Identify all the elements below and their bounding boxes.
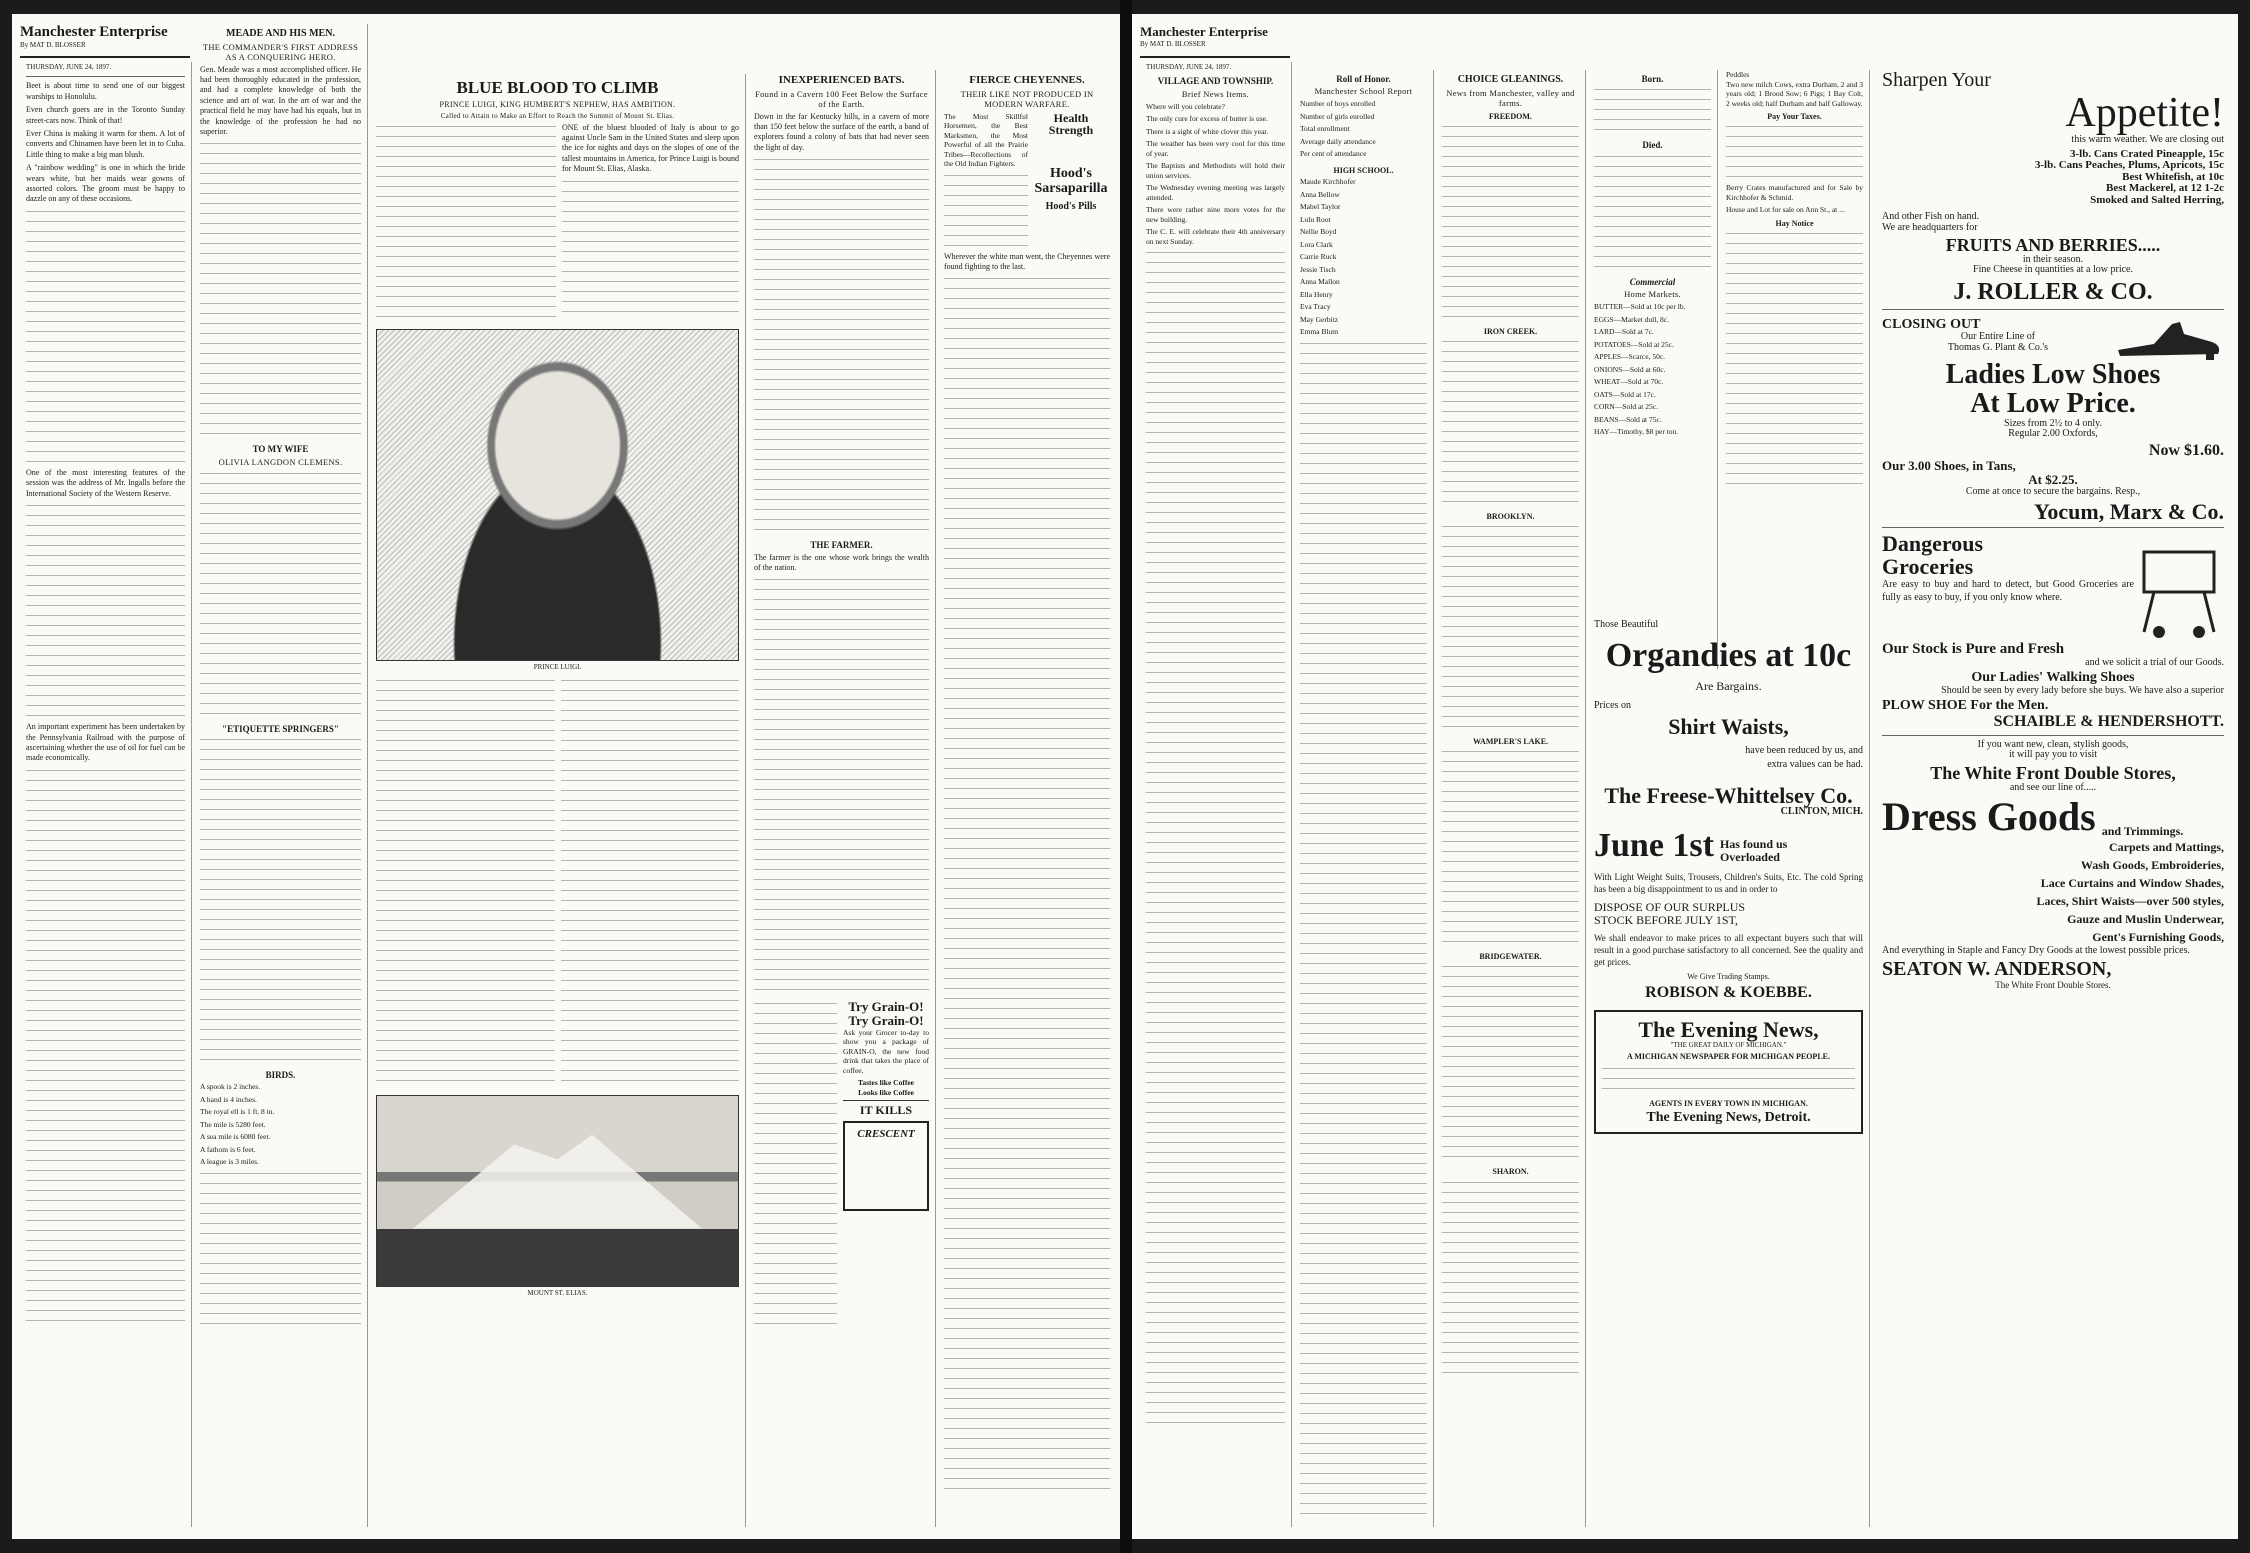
ad-text: and we solicit a trial of our Goods. bbox=[2085, 656, 2224, 668]
headline: HIGH SCHOOL. bbox=[1333, 165, 1394, 175]
text-block bbox=[1442, 748, 1579, 948]
text-block bbox=[1442, 963, 1579, 1163]
text-block bbox=[1146, 249, 1285, 1429]
text-block bbox=[376, 677, 555, 1087]
ad-text: in their season. Fine Cheese in quantities at a low price. bbox=[1973, 253, 2133, 276]
article-paragraph: Even church goers are in the Toronto Sunday street-cars now. Think of that! bbox=[26, 105, 185, 125]
left-column-3 bbox=[370, 74, 746, 1527]
left-masthead bbox=[20, 24, 190, 58]
news-item: Where will you celebrate? bbox=[1146, 101, 1225, 111]
name-row: Mabel Taylor bbox=[1300, 202, 1341, 212]
divider bbox=[1882, 309, 2224, 310]
text-block bbox=[754, 576, 929, 996]
grocery-cart-icon bbox=[2134, 532, 2224, 642]
text-block bbox=[26, 502, 185, 722]
right-column-3 bbox=[1436, 70, 1586, 1527]
evening-news-ad bbox=[1594, 1010, 1863, 1134]
name-row: Anna Mallon bbox=[1300, 277, 1340, 287]
subheadline: PRINCE LUIGI, KING HUMBERT'S NEPHEW, HAS AMBITION. bbox=[439, 99, 676, 109]
portrait-caption: PRINCE LUIGI. bbox=[533, 662, 582, 671]
article-paragraph: One of the most interesting features of the session was the address of Mr. Ingalls before the International Society of the Western Reserve. bbox=[26, 467, 185, 498]
seaton-heading: SEATON W. ANDERSON, bbox=[1882, 958, 2112, 981]
stat-row: Number of girls enrolled bbox=[1300, 111, 1375, 121]
subheadline: Brief News Items. bbox=[1181, 88, 1250, 99]
house-lot-notice: House and Lot for sale on Ann St., at ... bbox=[1726, 205, 1845, 215]
june-1st-heading: June 1st bbox=[1594, 826, 1714, 864]
right-column-ads bbox=[1872, 70, 2234, 1527]
stock-heading: STOCK BEFORE JULY 1ST, bbox=[1594, 912, 1738, 927]
divider bbox=[1882, 527, 2224, 528]
ad-text: Our 3.00 Shoes, in Tans, bbox=[1882, 458, 2016, 474]
headline: Roll of Honor. bbox=[1336, 74, 1391, 84]
evening-news-heading: The Evening News, bbox=[1638, 1017, 1819, 1043]
market-row: HAY—Timothy, $8 per ton. bbox=[1594, 427, 1679, 437]
freese-heading: The Freese-Whittelsey Co. bbox=[1604, 783, 1853, 808]
walking-shoes-heading: Our Ladies' Walking Shoes bbox=[1971, 670, 2135, 686]
berry-crates-notice: Berry Crates manufactured and for Sale by Kirchhofer & Schmid. bbox=[1726, 183, 1863, 202]
hoods-heading: Health Strength bbox=[1048, 110, 1094, 138]
headline: BIRDS. bbox=[265, 1070, 296, 1081]
subheadline: OLIVIA LANGDON CLEMENS. bbox=[218, 456, 343, 467]
masthead-editor: By MAT D. BLOSSER bbox=[20, 41, 86, 49]
right-column-4 bbox=[1588, 70, 1718, 669]
ad-text: Come at once to secure the bargains. Resp., bbox=[1965, 485, 2141, 497]
village-items bbox=[1146, 102, 1285, 247]
list-item: The mile is 5280 feet. bbox=[200, 1119, 266, 1129]
evening-detroit: The Evening News, Detroit. bbox=[1646, 1110, 1811, 1126]
article-paragraph: An important experiment has been undertaken by the Pennsylvania Railroad with the purpose of ascertaining whether the use of oil for fuel can be made economically. bbox=[26, 722, 185, 763]
masthead-date: THURSDAY, JUNE 24, 1897. bbox=[1146, 63, 1232, 71]
market-row: LARD—Sold at 7c. bbox=[1594, 327, 1654, 337]
grain-o-heading: Try Grain-O! Try Grain-O! bbox=[848, 999, 924, 1029]
carpets-list: Carpets and Mattings, Wash Goods, Embroideries, Lace Curtains and Window Shades, Laces, Shirt Waists—over 500 styles, Gauze and Muslin Underwear, Gent's Furnishing Goods, bbox=[2036, 839, 2224, 944]
hay-notice-heading: Hay Notice bbox=[1775, 218, 1814, 228]
divider bbox=[26, 76, 185, 77]
article-paragraph: The farmer is the one whose work brings the wealth of the nation. bbox=[754, 552, 929, 573]
stamps-text: We Give Trading Stamps. bbox=[1687, 972, 1770, 982]
text-block bbox=[754, 1000, 837, 1330]
fruits-heading: FRUITS AND BERRIES..... bbox=[1945, 235, 2161, 256]
headline: TO MY WIFE bbox=[252, 444, 309, 455]
name-row: Ella Henry bbox=[1300, 289, 1333, 299]
tans-price: At $2.25. bbox=[2028, 471, 2078, 487]
dangerous-groceries-heading: Dangerous Groceries bbox=[1882, 531, 1984, 580]
text-block bbox=[1726, 123, 1863, 183]
text-block bbox=[1602, 1065, 1855, 1095]
stat-row: Number of boys enrolled bbox=[1300, 99, 1376, 109]
ad-text: Should be seen by every lady before she buys. We have also a superior bbox=[1941, 684, 2224, 696]
headline: VILLAGE AND TOWNSHIP. bbox=[1157, 76, 1274, 87]
market-row: APPLES—Scarce, 50c. bbox=[1594, 352, 1666, 362]
section-heading: WAMPLER'S LAKE. bbox=[1472, 737, 1549, 747]
subheadline: Manchester School Report bbox=[1314, 86, 1413, 97]
subheadline: THEIR LIKE NOT PRODUCED IN MODERN WARFARE. bbox=[960, 88, 1094, 109]
headline: THE FARMER. bbox=[810, 540, 873, 551]
list-item: A fathom is 6 feet. bbox=[200, 1144, 256, 1154]
name-row: Lulu Root bbox=[1300, 214, 1331, 224]
divider bbox=[1882, 735, 2224, 736]
right-column-2 bbox=[1294, 70, 1434, 1527]
subheadline: Found in a Cavern 100 Feet Below the Surface of the Earth. bbox=[755, 88, 928, 109]
low-price-heading: At Low Price. bbox=[1970, 388, 2136, 420]
name-row: Maude Kirchhofer bbox=[1300, 177, 1356, 187]
mount-st-elias-engraving bbox=[376, 1095, 739, 1287]
left-column-2 bbox=[194, 24, 368, 1527]
market-row: BEANS—Sold at 75c. bbox=[1594, 414, 1662, 424]
headline: FIERCE CHEYENNES. bbox=[969, 74, 1085, 86]
headline: INEXPERIENCED BATS. bbox=[778, 74, 905, 86]
article-paragraph: Gen. Meade was a most accomplished officer. He had been thoroughly educated in the profession, and had a complete knowledge of both the science and art of war. In the art of war and the practical field he may have had his equals, but in the knowledge of the profession he had no superior. bbox=[200, 64, 361, 136]
subheadline: Home Markets. bbox=[1624, 289, 1681, 300]
text-block bbox=[1594, 86, 1711, 136]
left-column-4 bbox=[748, 70, 936, 1527]
ad-text: extra values can be had. bbox=[1767, 758, 1863, 770]
prince-luigi-portrait bbox=[376, 329, 739, 661]
roller-heading: J. ROLLER & CO. bbox=[1953, 278, 2153, 305]
market-row: ONIONS—Sold at 60c. bbox=[1594, 364, 1666, 374]
text-block bbox=[1442, 338, 1579, 508]
news-item: The weather has been very cool for this time of year. bbox=[1146, 139, 1285, 158]
sharpen-heading: Sharpen Your bbox=[1882, 70, 1991, 91]
right-page bbox=[1132, 14, 2238, 1539]
ad-text: Are easy to buy and hard to detect, but Good Groceries are fully as easy to buy, if you only know where. bbox=[1882, 579, 2134, 604]
right-column-5 bbox=[1720, 70, 1870, 669]
deck: Called to Attain to Make an Effort to Reach the Summit of Mount St. Elias. bbox=[440, 111, 675, 120]
grain-o-text: Ask your Grocer to-day to show you a package of GRAIN-O, the new food drink that takes the place of coffee. bbox=[843, 1027, 929, 1075]
subheadline: THE COMMANDER'S FIRST ADDRESS AS A CONQUERING HERO. bbox=[202, 41, 359, 62]
text-block bbox=[944, 172, 1028, 252]
ad-text: We shall endeavor to make prices to all expectant buyers such that will result in a good purchase satisfactory to all concerned. See the quality and get prices. bbox=[1594, 933, 1863, 968]
freese-whittelsey-ad bbox=[1588, 614, 1870, 1527]
name-row: Anna Bellow bbox=[1300, 189, 1340, 199]
white-front-heading: The White Front Double Stores, bbox=[1930, 762, 2176, 783]
organdies-heading: Organdies at 10c bbox=[1605, 637, 1852, 675]
text-block bbox=[1442, 523, 1579, 733]
headline: CHOICE GLEANINGS. bbox=[1457, 74, 1564, 85]
market-row: CORN—Sold at 25c. bbox=[1594, 402, 1658, 412]
text-block bbox=[1442, 123, 1579, 323]
section-heading: Born. bbox=[1641, 74, 1664, 84]
roll-names bbox=[1300, 177, 1427, 340]
ad-text: The White Front Double Stores. bbox=[1995, 980, 2111, 991]
school-stats bbox=[1300, 99, 1427, 162]
name-row: Jessie Tisch bbox=[1300, 264, 1336, 274]
trimmings-text: and Trimmings. bbox=[2101, 824, 2184, 839]
birds-list bbox=[200, 1082, 361, 1170]
text-block bbox=[200, 736, 361, 1066]
article-paragraph: Ever China is making it warm for them. A lot of converts and Chinamen have been let in to Cuba. Little thing to make a big man blush. bbox=[26, 129, 185, 159]
text-block bbox=[200, 1170, 361, 1330]
peddles-notice: Peddles Two new milch Cows, extra Durham, 2 and 3 years old; 1 Brood Sow; 6 Pigs; 1 Bay Colt, 2 weeks old; half Durham and half Galloway. bbox=[1726, 70, 1863, 108]
dispose-heading: DISPOSE OF OUR SURPLUS bbox=[1594, 900, 1746, 915]
market-row: POTATOES—Sold at 25c. bbox=[1594, 339, 1674, 349]
right-column-1 bbox=[1140, 62, 1292, 1527]
text-block bbox=[200, 470, 361, 720]
news-item: The Baptists and Methodists will hold their union services. bbox=[1146, 161, 1285, 180]
ad-text: this warm weather. We are closing out bbox=[2071, 134, 2224, 146]
shoe-icon bbox=[2114, 314, 2224, 360]
mountain-caption: MOUNT ST. ELIAS. bbox=[527, 1288, 588, 1297]
market-row: WHEAT—Sold at 70c. bbox=[1594, 377, 1664, 387]
overloaded-text: Has found us Overloaded bbox=[1719, 837, 1788, 864]
headline: "ETIQUETTE SPRINGERS" bbox=[222, 723, 339, 734]
text-block bbox=[376, 123, 556, 323]
text-block bbox=[1594, 153, 1711, 273]
ad-text: Those Beautiful bbox=[1594, 619, 1659, 630]
market-row: OATS—Sold at 17c. bbox=[1594, 389, 1656, 399]
masthead-date: THURSDAY, JUNE 24, 1897. bbox=[26, 63, 112, 71]
text-block bbox=[754, 156, 929, 536]
left-page bbox=[12, 14, 1120, 1539]
text-block bbox=[561, 677, 740, 1087]
left-column-5 bbox=[938, 70, 1116, 1527]
yocum-heading: Yocum, Marx & Co. bbox=[2033, 499, 2224, 525]
market-row: EGGS—Market dull, 8c. bbox=[1594, 314, 1669, 324]
article-paragraph: Beet is about time to send one of our biggest warships to Honolulu. bbox=[26, 81, 185, 101]
ad-text: Prices on bbox=[1594, 699, 1631, 711]
headline: MEADE AND HIS MEN. bbox=[226, 28, 335, 39]
text-block bbox=[200, 140, 361, 440]
news-item: The Wednesday evening meeting was largely attended. bbox=[1146, 183, 1285, 202]
ad-text: And everything in Staple and Fancy Dry Goods at the lowest possible prices. bbox=[1882, 944, 2190, 956]
closing-out-heading: CLOSING OUT bbox=[1882, 316, 1981, 332]
ad-text: Our Entire Line of Thomas G. Plant & Co.'s bbox=[1947, 331, 2049, 353]
section-heading: Died. bbox=[1642, 140, 1663, 151]
text-block bbox=[1442, 1179, 1579, 1379]
now-price: Now $1.60. bbox=[2148, 441, 2224, 459]
ad-text: And other Fish on hand. We are headquarters for bbox=[1882, 211, 1979, 233]
shirt-waists-heading: Shirt Waists, bbox=[1668, 714, 1789, 740]
left-column-1 bbox=[20, 62, 192, 1527]
text-block bbox=[1300, 340, 1427, 1520]
ad-text: have been reduced by us, and bbox=[1745, 745, 1863, 757]
article-paragraph: Wherever the white man went, the Cheyennes were found fighting to the last. bbox=[944, 251, 1110, 272]
pay-taxes-heading: Pay Your Taxes. bbox=[1767, 112, 1822, 121]
list-item: A hand is 4 inches. bbox=[200, 1094, 257, 1104]
subheadline: News from Manchester, valley and farms. bbox=[1446, 87, 1575, 108]
market-row: BUTTER—Sold at 10c per lb. bbox=[1594, 302, 1686, 312]
ad-text: AGENTS IN EVERY TOWN IN MICHIGAN. bbox=[1649, 1099, 1808, 1109]
appetite-heading: Appetite! bbox=[2065, 90, 2224, 136]
name-row: Nellie Boyd bbox=[1300, 227, 1337, 237]
grain-o-ad bbox=[843, 1000, 929, 1330]
grain-o-tagline: Tastes like Coffee Looks like Coffee bbox=[858, 1078, 914, 1097]
text-block bbox=[26, 208, 185, 468]
plow-shoe-heading: PLOW SHOE For the Men. bbox=[1882, 698, 2049, 714]
list-item: A sea mile is 6080 feet. bbox=[200, 1132, 271, 1142]
stat-row: Total enrollment bbox=[1300, 124, 1350, 134]
article-paragraph: A "rainbow wedding" is one in which the bride wears white, but her maids wear gowns of assorted colors. The groom must be happy to dazzle on any of these occasions. bbox=[26, 163, 185, 204]
name-row: May Gerbitz bbox=[1300, 314, 1339, 324]
masthead-title: Manchester Enterprise bbox=[20, 24, 168, 40]
list-item: The royal ell is 1 ft. 8 in. bbox=[200, 1107, 275, 1117]
list-item: A league is 3 miles. bbox=[200, 1157, 259, 1167]
text-block bbox=[944, 275, 1110, 1495]
news-item: The only cure for excess of butter is use. bbox=[1146, 114, 1268, 124]
section-heading: FREEDOM. bbox=[1489, 111, 1532, 121]
name-row: Emma Blum bbox=[1300, 327, 1339, 337]
hoods-brand: Hood's Sarsaparilla bbox=[1034, 165, 1108, 196]
ad-text: "THE GREAT DAILY OF MICHIGAN." bbox=[1670, 1041, 1787, 1050]
hoods-pills: Hood's Pills bbox=[1045, 201, 1097, 213]
news-item: There is a sight of white clover this year. bbox=[1146, 126, 1269, 136]
name-row: Carrie Ruck bbox=[1300, 252, 1337, 262]
stat-row: Per cent of attendance bbox=[1300, 149, 1367, 159]
ad-text: Are Bargains. bbox=[1695, 679, 1762, 694]
ad-text: Sizes from 2½ to 4 only. Regular 2.00 Oxfords, bbox=[2004, 417, 2102, 440]
hoods-ad bbox=[1032, 112, 1110, 252]
market-items bbox=[1594, 302, 1711, 440]
article-paragraph: The Most Skillful Horsemen, the Best Marksmen, the Most Powerful of all the Prairie Tribes—Recollections of the Old Indian Fighters. bbox=[944, 111, 1028, 169]
masthead-title: Manchester Enterprise bbox=[1140, 24, 1268, 39]
right-masthead bbox=[1140, 24, 1290, 58]
crescent-bicycle-ad: CRESCENT bbox=[843, 1121, 929, 1211]
schaible-heading: SCHAIBLE & HENDERSHOTT. bbox=[1993, 713, 2224, 731]
clinton-label: CLINTON, MICH. bbox=[1780, 806, 1863, 818]
headline: BLUE BLOOD TO CLIMB bbox=[456, 78, 659, 97]
text-block bbox=[1726, 230, 1863, 490]
masthead-editor: By MAT D. BLOSSER bbox=[1140, 40, 1206, 48]
ad-text: and see our line of..... bbox=[2009, 781, 2097, 793]
ad-text: A MICHIGAN NEWSPAPER FOR MICHIGAN PEOPLE. bbox=[1627, 1052, 1830, 1062]
name-row: Lora Clark bbox=[1300, 239, 1333, 249]
news-item: The C. E. will celebrate their 4th anniversary on next Sunday. bbox=[1146, 227, 1285, 246]
canned-goods-list: 3-lb. Cans Crated Pineapple, 15c 3-lb. Cans Peaches, Plums, Apricots, 15c Best Whitefish, at 10c Best Mackerel, at 12 1-2c Smoked and Salted Herring, bbox=[2034, 147, 2224, 206]
it-kills-heading: IT KILLS bbox=[843, 1100, 929, 1117]
ad-text: With Light Weight Suits, Trousers, Children's Suits, Etc. The cold Spring has been a big disappointment to us and in order to bbox=[1594, 872, 1863, 895]
ad-text: If you want new, clean, stylish goods, it will pay you to visit bbox=[1977, 738, 2129, 761]
section-heading: BROOKLYN. bbox=[1486, 511, 1535, 521]
article-paragraph: Down in the far Kentucky hills, in a cavern of more than 150 feet below the surface of the earth, a band of explorers found a colony of bats that had never seen the light of day. bbox=[754, 111, 929, 152]
ladies-low-shoes-heading: Ladies Low Shoes bbox=[1945, 358, 2161, 390]
robison-heading: ROBISON & KOEBBE. bbox=[1645, 984, 1812, 1002]
section-heading: BRIDGEWATER. bbox=[1479, 952, 1542, 962]
list-item: A spook is 2 inches. bbox=[200, 1082, 261, 1092]
page-gutter bbox=[1120, 0, 1132, 1553]
stat-row: Average daily attendance bbox=[1300, 136, 1376, 146]
section-heading: Commercial bbox=[1629, 276, 1676, 287]
pure-fresh-heading: Our Stock is Pure and Fresh bbox=[1882, 641, 2065, 658]
text-block bbox=[562, 178, 739, 318]
text-block bbox=[26, 767, 185, 1327]
article-paragraph: ONE of the bluest blooded of Italy is about to go against Uncle Sam in the United States and sleep upon the ice for nights and days on the slopes of one of the tallest mountains in America, for Prince Luigi is bound for Mount St. Elias, Alaska. bbox=[562, 122, 739, 174]
dress-goods-heading: Dress Goods bbox=[1882, 793, 2096, 839]
name-row: Eva Tracy bbox=[1300, 302, 1331, 312]
section-heading: IRON CREEK. bbox=[1483, 326, 1538, 336]
section-heading: SHARON. bbox=[1492, 1167, 1529, 1177]
news-item: There were rather nine more votes for the new building. bbox=[1146, 205, 1285, 224]
